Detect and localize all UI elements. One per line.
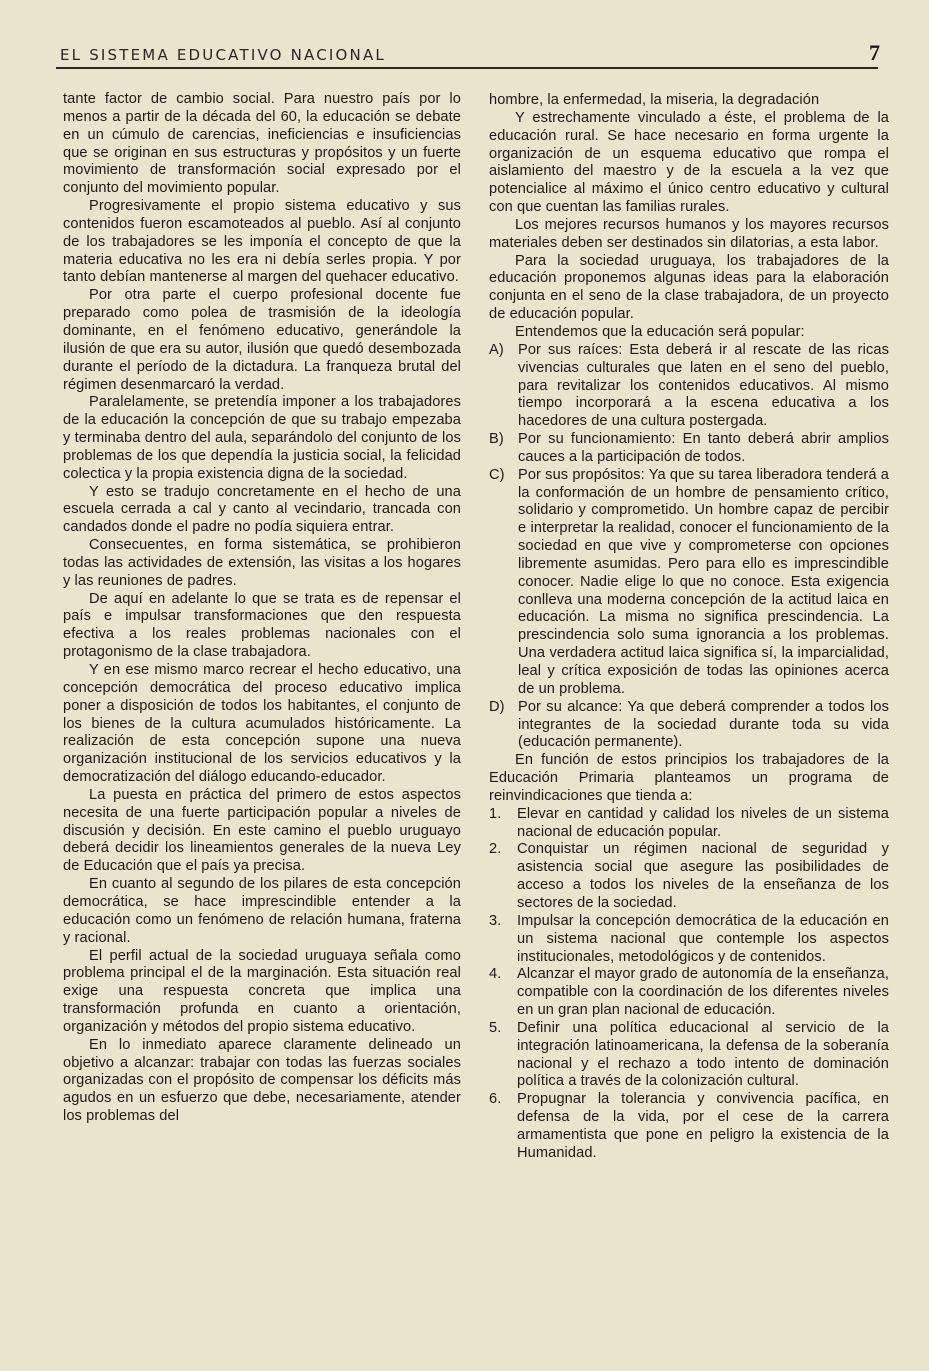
list-marker: 3. bbox=[489, 912, 502, 929]
paragraph: Y esto se tradujo concretamente en el hecho de una escuela cerrada a cal y canto al vecindario, trancada con candados donde el padre no podía siquiera entrar. bbox=[63, 483, 461, 536]
list-marker: 6. bbox=[489, 1091, 502, 1108]
right-column bbox=[489, 92, 889, 1163]
paragraph: Consecuentes, en forma sistemática, se prohibieron todas las actividades de extensión, las visitas a los hogares y las reuniones de padres. bbox=[63, 537, 461, 589]
list-item bbox=[489, 1091, 889, 1162]
list-marker: 5. bbox=[489, 1019, 502, 1036]
list-item bbox=[489, 966, 889, 1020]
paragraph: En lo inmediato aparece claramente delineado un objetivo a alcanzar: trabajar con todas las fuerzas sociales organizadas con el propósito de compensar los déficits más agudos en un esfuerzo que debe, necesariamente, atender los problemas del bbox=[63, 1036, 461, 1125]
paragraph: hombre, la enfermedad, la miseria, la degradación bbox=[489, 92, 820, 108]
list-item bbox=[489, 806, 889, 842]
paragraph: En cuanto al segundo de los pilares de esta concepción democrática, se hace imprescindible entender a la educación como un fenómeno de relación humana, fraterna y racional. bbox=[63, 876, 461, 946]
list-item-text: Alcanzar el mayor grado de autonomía de la enseñanza, compatible con la coordinación de los diferentes niveles en un gran plan nacional de educación. bbox=[517, 966, 889, 1019]
list-item-text: Propugnar la tolerancia y convivencia pacífica, en defensa de la vida, por el cese de la carrera armamentista que pone en peligro la existencia de la Humanidad. bbox=[517, 1091, 889, 1161]
list-item-text: Elevar en cantidad y calidad los niveles de un sistema nacional de educación popular. bbox=[517, 805, 889, 840]
list-item bbox=[489, 913, 889, 967]
header-rule bbox=[56, 67, 878, 69]
running-title: EL SISTEMA EDUCATIVO NACIONAL bbox=[60, 46, 386, 64]
numbered-list bbox=[489, 806, 889, 1163]
list-marker: A) bbox=[489, 341, 504, 358]
page-header bbox=[60, 40, 880, 68]
paragraph: El perfil actual de la sociedad uruguaya señala como problema principal el de la marginación. Esta situación real exige una respuesta concreta que implica una transformación profunda en cuanto a orientación, organización y métodos del propio sistema educativo. bbox=[63, 947, 461, 1035]
list-item bbox=[489, 467, 889, 699]
list-item bbox=[489, 1020, 889, 1091]
paragraph: Paralelamente, se pretendía imponer a los trabajadores de la educación la concepción de que su trabajo empezaba y terminaba dentro del aula, separándolo del conjunto de los problemas de los que dependía la justicia social, la felicidad colectica y la propia existencia digna de la sociedad. bbox=[63, 394, 461, 482]
list-item-text: Por sus propósitos: Ya que su tarea liberadora tenderá a la conformación de un hombre de pensamiento crítico, solidario y comprometido. Un hombre capaz de percibir e interpretar la realidad, conocer el funcionamiento de la sociedad en que vive y comprometerse con opciones libremente asumidas. Pero para ello es imprescindible conocer. Nadie elige lo que no conoce. Esta exigencia conlleva una moderna concepción de la actitud laica en educación. La misma no significa prescindencia. La prescindencia solo suma ignorancia a los problemas. Una verdadera actitud laica significa sí, la imparcialidad, leal y crítica exposición de todas las opiniones acerca de un problema. bbox=[518, 466, 889, 697]
list-marker: 1. bbox=[489, 805, 502, 822]
list-item-text: Conquistar un régimen nacional de seguridad y asistencia social que asegure las posibilidades de acceso a todos los niveles de la enseñanza de los sectores de la sociedad. bbox=[517, 841, 889, 911]
list-item-text: Por su funcionamiento: En tanto deberá abrir amplios cauces a la participación de todos. bbox=[518, 431, 889, 465]
lettered-list bbox=[489, 342, 889, 752]
paragraph: La puesta en práctica del primero de estos aspectos necesita de una fuerte participación popular a niveles de discusión y decisión. En este camino el pueblo uruguayo deberá decidir los lineamientos generales de la nueva Ley de Educación que el país ya precisa. bbox=[63, 786, 461, 875]
paragraph: Los mejores recursos humanos y los mayores recursos materiales deben ser destinados sin dilatorias, a esta labor. bbox=[489, 216, 889, 251]
paragraph: Y estrechamente vinculado a éste, el problema de la educación rural. Se hace necesario en forma urgente la organización de un esquema educativo que rompa el aislamiento del maestro y de la escuela a la vez que potencialice al máximo el único centro educativo y cultural con que cuentan las familias rurales. bbox=[489, 109, 889, 216]
list-item bbox=[489, 699, 889, 753]
paragraph: De aquí en adelante lo que se trata es de repensar el país e impulsar transformaciones que den respuesta efectiva a los reales problemas nacionales con el protagonismo de la clase trabajadora. bbox=[63, 590, 461, 661]
list-marker: C) bbox=[489, 466, 505, 483]
paragraph: Para la sociedad uruguaya, los trabajadores de la educación proponemos algunas ideas para la elaboración conjunta en el seno de la clase trabajadora, de un proyecto de educación popular. bbox=[489, 252, 889, 323]
list-item bbox=[489, 841, 889, 912]
paragraph: tante factor de cambio social. Para nuestro país por lo menos a partir de la década del 60, la educación se debate en un cúmulo de carencias, ineficiencias e insuficiencias que se originan en sus estructuras y propósitos y un fuerte movimiento de transformación social expresado por el conjunto del movimiento popular. bbox=[63, 91, 461, 197]
paragraph: Progresivamente el propio sistema educativo y sus contenidos fueron escamoteados al pueblo. Así al conjunto de los trabajadores se les imponía el concepto de que la materia educativa no les era ni debía serles propia. Y por tanto debían mantenerse al margen del quehacer educativo. bbox=[63, 198, 461, 286]
paragraph: Entendemos que la educación será popular: bbox=[515, 323, 805, 340]
list-marker: 4. bbox=[489, 966, 502, 983]
list-marker: B) bbox=[489, 431, 504, 448]
list-item bbox=[489, 431, 889, 467]
page-number: 7 bbox=[869, 40, 880, 65]
left-column bbox=[63, 91, 461, 1126]
paragraph: En función de estos principios los trabajadores de la Educación Primaria planteamos un programa de reinvindicaciones que tienda a: bbox=[489, 752, 889, 804]
paragraph: Por otra parte el cuerpo profesional docente fue preparado como polea de trasmisión de la ideología dominante, en el fenómeno educativo, generándole la ilusión de que era su autor, ilusión que quedó desembozada durante el período de la dictadura. La franqueza brutal del régimen desenmarcaró la verdad. bbox=[63, 287, 461, 393]
list-marker: D) bbox=[489, 698, 505, 715]
list-item-text: Por sus raíces: Esta deberá ir al rescate de las ricas vivencias culturales que laten en el seno del pueblo, para revitalizar los contenidos educativos. Al mismo tiempo incorporará a la escena educativa a los hacedores de una cultura postergada. bbox=[518, 341, 889, 430]
list-item-text: Por su alcance: Ya que deberá comprender a todos los integrantes de la sociedad durante toda su vida (educación permanente). bbox=[518, 698, 889, 751]
list-item-text: Definir una política educacional al servicio de la integración latinoamericana, la defensa de la soberanía nacional y el rechazo a todo intento de dominación política a través de la colonización cultural. bbox=[517, 1019, 889, 1090]
list-item-text: Impulsar la concepción democrática de la educación en un sistema nacional que contemple los aspectos institucionales, metodológicos y de contenidos. bbox=[517, 912, 889, 965]
list-item bbox=[489, 342, 889, 431]
list-marker: 2. bbox=[489, 841, 502, 858]
paragraph: Y en ese mismo marco recrear el hecho educativo, una concepción democrática del proceso educativo implica poner a disposición de todos los habitantes, el conjunto de los bienes de la cultura acumulados históricamente. La realización de esta concepción supone una nueva organización institucional de los servicios educativos y la democratización del diálogo educando-educador. bbox=[63, 662, 461, 786]
